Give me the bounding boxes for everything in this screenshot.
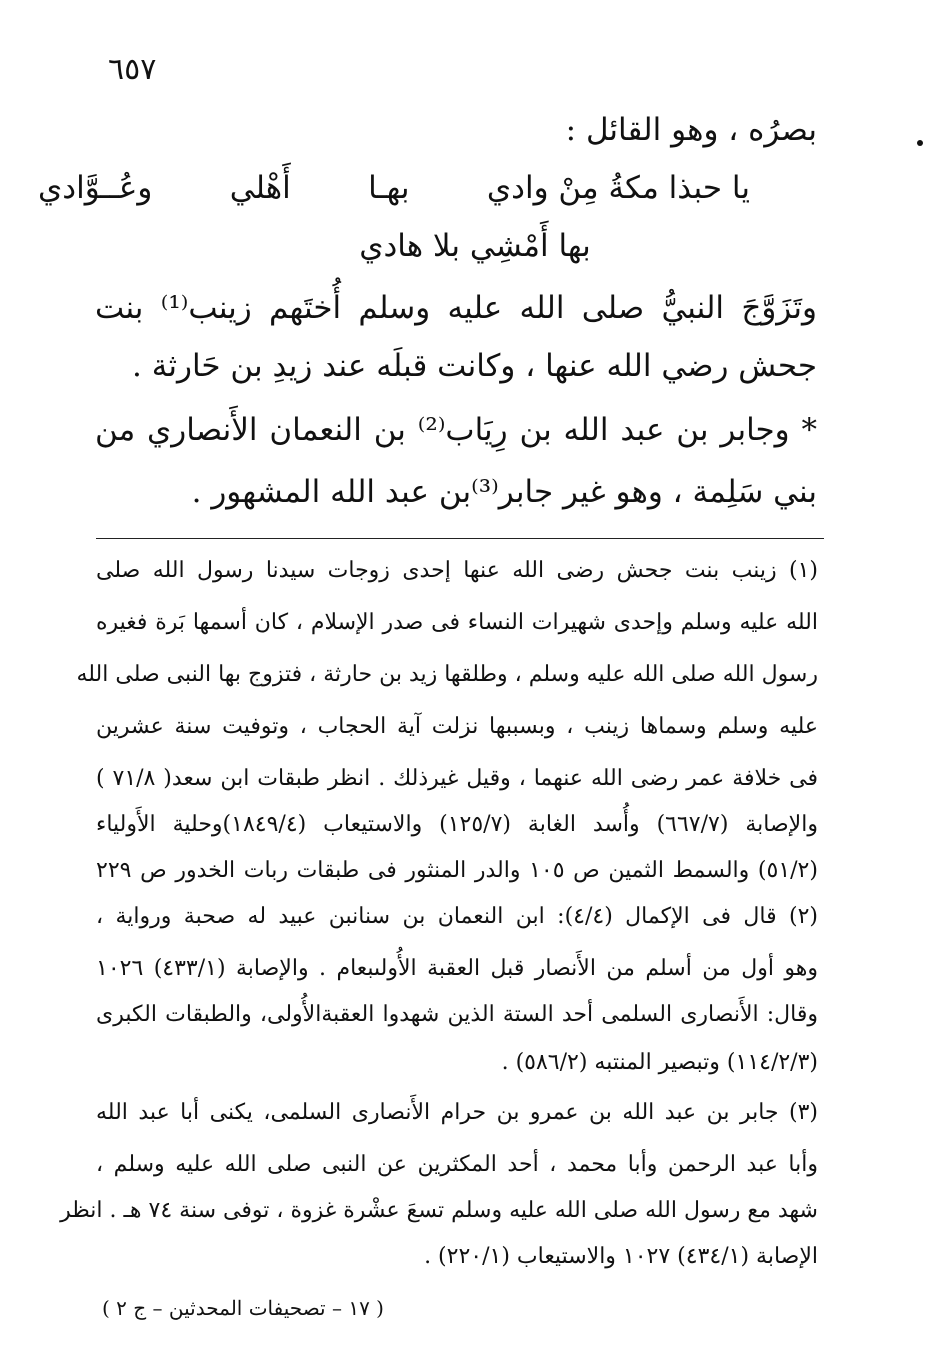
footnote-line: عليه وسلم وسماها زينب ، وبسببها نزلت آية الحجاب ، وتوفيت سنة عشرين — [96, 714, 818, 739]
footnote-line: (١١٤/٢/٣) وتبصير المنتبه (٥٨٦/٢) . — [501, 1050, 818, 1075]
verse-line-2: بها أَمْشِي بلا هادي — [359, 228, 591, 264]
footnote-line: (٥١/٢) والسمط الثمين ص ١٠٥ والدر المنثور فى طبقات ربات الخدور ص ٢٢٩ — [96, 858, 818, 883]
margin-dot — [917, 140, 923, 146]
footnote-line: (١) زينب بنت جحش رضى الله عنها إحدى زوجات سيدنا رسول الله صلى — [96, 558, 818, 583]
footnote-line: الله عليه وسلم وإحدى شهيرات النساء فى صدر الإسلام ، كان أسمها بَرة فغيره — [96, 610, 818, 635]
footnote-line: الإصابة (٤٣٤/١) ١٠٢٧ والاستيعاب (٢٢٠/١) . — [424, 1244, 818, 1269]
footnote-line: رسول الله صلى الله عليه وسلم ، وطلقها زيد بن حارثة ، فتزوج بها النبى صلى الله — [76, 662, 818, 687]
para2-line-1: * وجابر بن عبد الله بن رِيَاب⁽²⁾ بن النعمان الأَنصاري من — [95, 412, 817, 448]
footnote-line: (٢) قال فى الإكمال (٤/٤): ابن النعمان بن سنانبن عبيد له صحبة ورواية ، — [96, 904, 818, 929]
verse-line-1 — [38, 170, 750, 206]
footnote-line: وقال: الأَنصارى السلمى أحد الستة الذين شهدوا العقبةالأُولى، والطبقات الكبرى — [96, 1002, 818, 1027]
footnote-line: وأبا عبد الرحمن وأبا محمد ، أحد المكثرين عن النبى صلى الله عليه وسلم ، — [96, 1152, 818, 1177]
page-number: ٦٥٧ — [108, 52, 157, 87]
footnote-divider — [96, 538, 824, 539]
intro-line: بصرُه ، وهو القائل : — [565, 112, 817, 148]
footnote-line: والإصابة (٦٦٧/٧) وأُسد الغابة (١٢٥/٧) والاستيعاب (١٨٤٩/٤)وحلية الأَولياء — [96, 812, 818, 837]
para1-line-1: وتَزَوَّجَ النبيُّ صلى الله عليه وسلم أُختَهم زينب⁽¹⁾ بنت — [95, 290, 818, 326]
verse-part-4: وعُــوَّادي — [38, 170, 153, 206]
verse-part-2: بهـا — [368, 170, 410, 206]
para1-line-2: جحش رضي الله عنها ، وكانت قبلَه عند زيدِ بن حَارثة . — [132, 348, 817, 384]
footnote-line: وهو أول من أسلم من الأَنصار قبل العقبة الأُولىبعام . والإصابة (٤٣٣/١) ١٠٢٦ — [96, 956, 818, 981]
folio-signature: ( ١٧ – تصحيفات المحدثين – ج ٢ ) — [102, 1296, 384, 1320]
footnote-line: (٣) جابر بن عبد الله بن عمرو بن حرام الأَنصارى السلمى، يكنى أبا عبد الله — [96, 1100, 818, 1125]
verse-part-3: أَهْلي — [229, 170, 291, 206]
verse-part-1: يا حبذا مكةُ مِنْ وادي — [486, 170, 750, 206]
para2-line-2: بني سَلِمة ، وهو غير جابر⁽³⁾بن عبد الله المشهور . — [191, 474, 817, 510]
footnote-line: فى خلافة عمر رضى الله عنهما ، وقيل غيرذلك . انظر طبقات ابن سعد( ٧١/٨ ) — [96, 766, 818, 791]
footnote-line: شهد مع رسول الله صلى الله عليه وسلم تسعَ عشْرة غزوة ، توفى سنة ٧٤ هـ . انظر — [60, 1198, 818, 1223]
